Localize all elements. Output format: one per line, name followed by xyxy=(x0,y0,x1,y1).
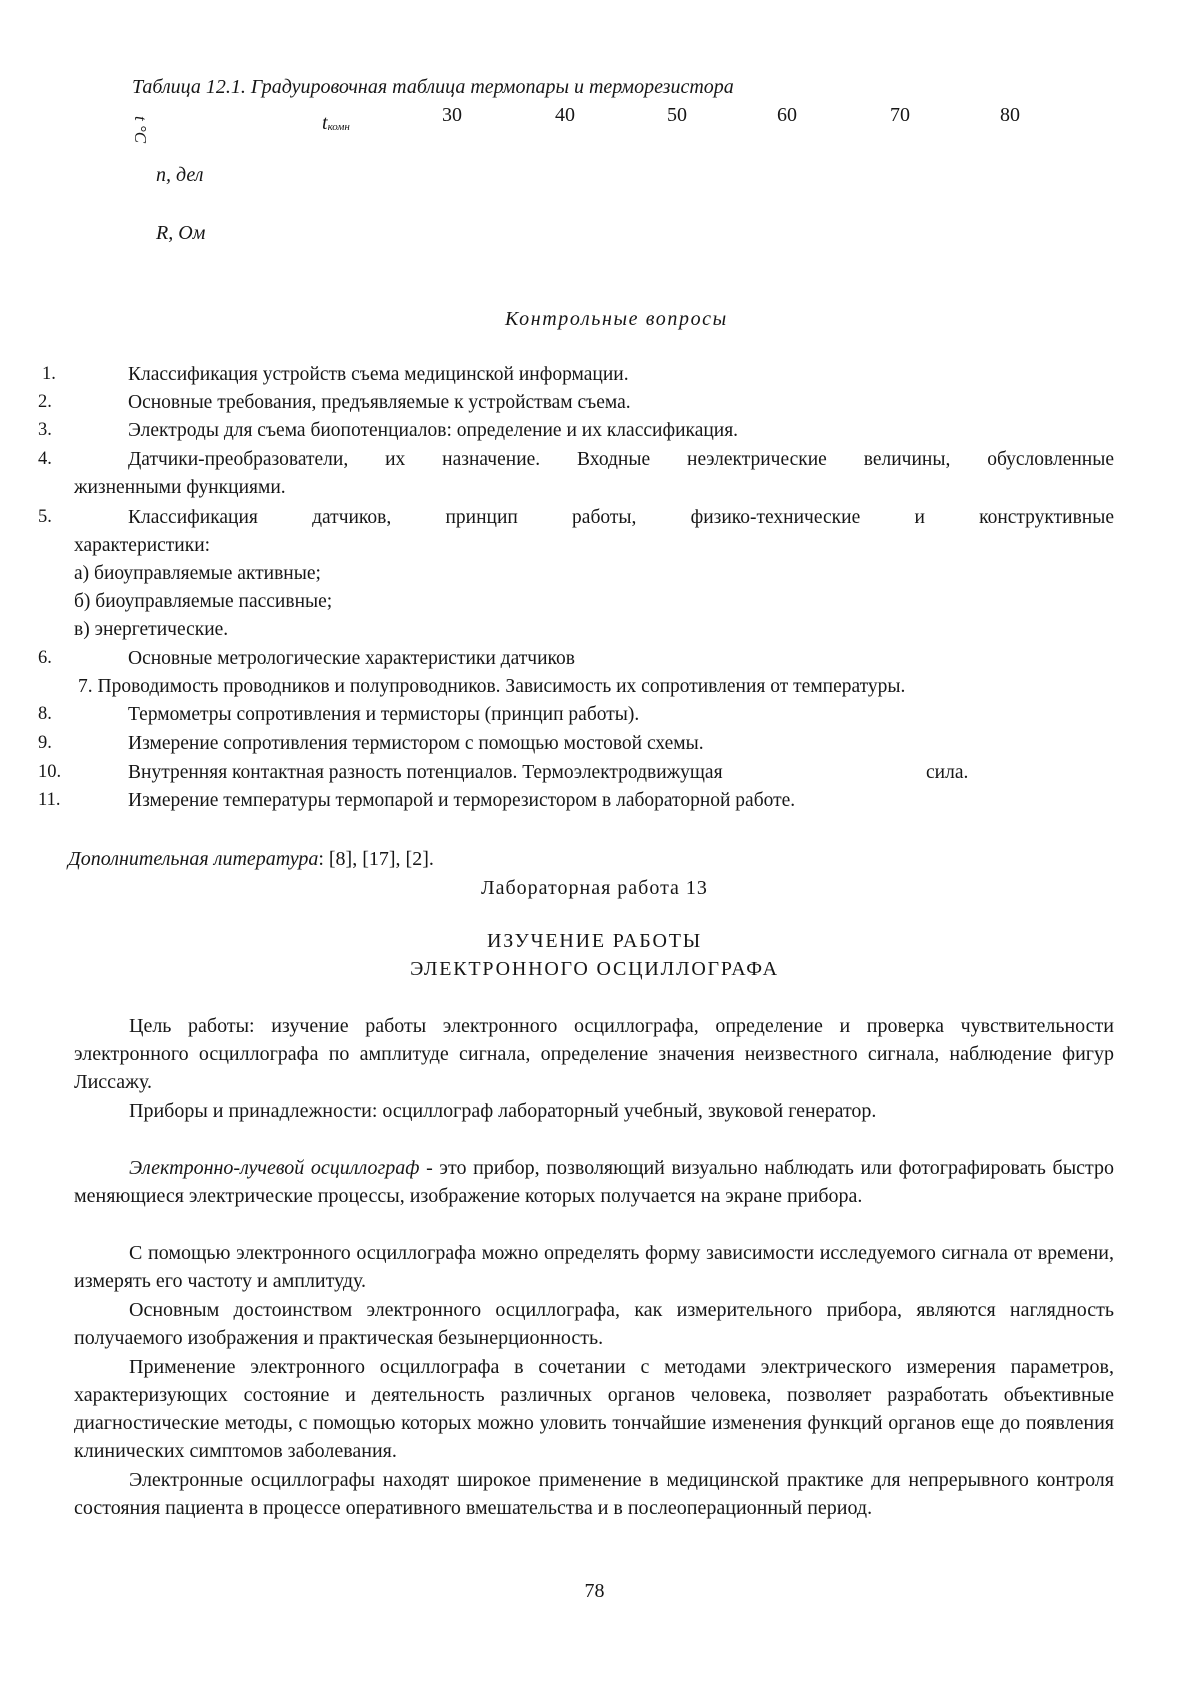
literature-refs: : [8], [17], [2]. xyxy=(318,848,434,870)
question-subitem: а) биоуправляемые активные; xyxy=(74,563,321,584)
definition-term: Электронно-лучевой осциллограф xyxy=(129,1157,420,1179)
row-label-temperature: t °C xyxy=(131,116,150,144)
question-number: 3. xyxy=(38,420,52,440)
question-continuation: характеристики: xyxy=(74,535,211,556)
row-label-divisions: n, дел xyxy=(156,164,204,186)
paragraph-application: Применение электронного осциллографа в сочетании с методами электрического измерения параметров, характеризующих состояние и деятельность различных органов человека, позволяет разработать объективные диагностические методы, с помощью которых можно уловить тончайшие изменения функций органов еще до появления клинических симптомов заболевания. xyxy=(74,1356,1114,1462)
page-number: 78 xyxy=(584,1580,605,1602)
row-label-resistance: R, Ом xyxy=(156,222,206,244)
question-number: 8. xyxy=(38,704,52,724)
question-text: Основные требования, предъявляемые к устройствам съема. xyxy=(128,392,631,413)
question-continuation: жизненными функциями. xyxy=(74,477,286,498)
question-text: Классификация устройств съема медицинской информации. xyxy=(128,364,629,385)
questions-heading: Контрольные вопросы xyxy=(505,308,728,330)
question-number: 11. xyxy=(38,790,61,810)
literature-label: Дополнительная литература xyxy=(68,848,319,870)
question-number: 10. xyxy=(38,762,62,782)
paragraph-medical-use: Электронные осциллографы находят широкое применение в медицинской практике для непрерывного контроля состояния пациента в процессе оперативного вмешательства и в послеоперационный период. xyxy=(74,1469,1114,1519)
question-inline: 7. Проводимость проводников и полупроводников. Зависимость их сопротивления от температуры. xyxy=(78,676,906,697)
question-text-tail: сила. xyxy=(926,762,969,783)
table-col-80: 80 xyxy=(1000,104,1020,126)
table-col-70: 70 xyxy=(890,104,910,126)
definition-paragraph xyxy=(74,1154,1114,1210)
t-komn-label: tкомн xyxy=(322,112,350,134)
question-text: Классификация датчиков, принцип работы, физико-технические и конструктивные xyxy=(128,507,1114,528)
table-col-50: 50 xyxy=(667,104,687,126)
table-caption: Таблица 12.1. Градуировочная таблица термопары и терморезистора xyxy=(132,76,734,98)
question-number: 9. xyxy=(38,733,52,753)
question-text: Внутренняя контактная разность потенциалов. Термоэлектродвижущая xyxy=(128,762,723,783)
equipment-paragraph: Приборы и принадлежности: осциллограф лабораторный учебный, звуковой генератор. xyxy=(129,1100,877,1122)
question-number: 4. xyxy=(38,449,52,469)
additional-literature xyxy=(68,848,434,871)
definition-text: - это прибор, позволяющий визуально наблюдать или фотографировать быстро меняющиеся электрические процессы, изображение которых получается на экране прибора. xyxy=(74,1157,1114,1207)
question-number: 2. xyxy=(38,392,52,412)
question-number: 6. xyxy=(38,648,52,668)
question-subitem: в) энергетические. xyxy=(74,619,229,640)
question-text: Измерение сопротивления термистором с помощью мостовой схемы. xyxy=(128,733,704,754)
question-number: 1. xyxy=(42,364,56,384)
question-number: 5. xyxy=(38,507,52,527)
table-col-40: 40 xyxy=(555,104,575,126)
question-text: Термометры сопротивления и термисторы (принцип работы). xyxy=(128,704,640,725)
question-subitem: б) биоуправляемые пассивные; xyxy=(74,591,333,612)
lab-title-line2: ЭЛЕКТРОННОГО ОСЦИЛЛОГРАФА xyxy=(410,958,779,980)
question-text: Измерение температуры термопарой и терморезистором в лабораторной работе. xyxy=(128,790,796,811)
lab-title-line1: ИЗУЧЕНИЕ РАБОТЫ xyxy=(487,930,702,952)
goal-paragraph: Цель работы: изучение работы электронного осциллографа, определение и проверка чувствительности электронного осциллографа по амплитуде сигнала, определение значения неизвестного сигнала, наблюдение фигур Лиссажу. xyxy=(74,1015,1114,1093)
question-text: Датчики-преобразователи, их назначение. Входные неэлектрические величины, обусловленные xyxy=(128,449,1114,470)
question-text: Основные метрологические характеристики датчиков xyxy=(128,648,575,669)
paragraph-form: С помощью электронного осциллографа можно определять форму зависимости исследуемого сигнала от времени, измерять его частоту и амплитуду. xyxy=(74,1242,1114,1292)
table-col-30: 30 xyxy=(442,104,462,126)
question-text: Электроды для съема биопотенциалов: определение и их классификация. xyxy=(128,420,739,441)
table-col-60: 60 xyxy=(777,104,797,126)
lab-number: Лабораторная работа 13 xyxy=(481,877,708,899)
paragraph-advantage: Основным достоинством электронного осциллографа, как измерительного прибора, являются наглядность получаемого изображения и практическая безынерционность. xyxy=(74,1299,1114,1349)
